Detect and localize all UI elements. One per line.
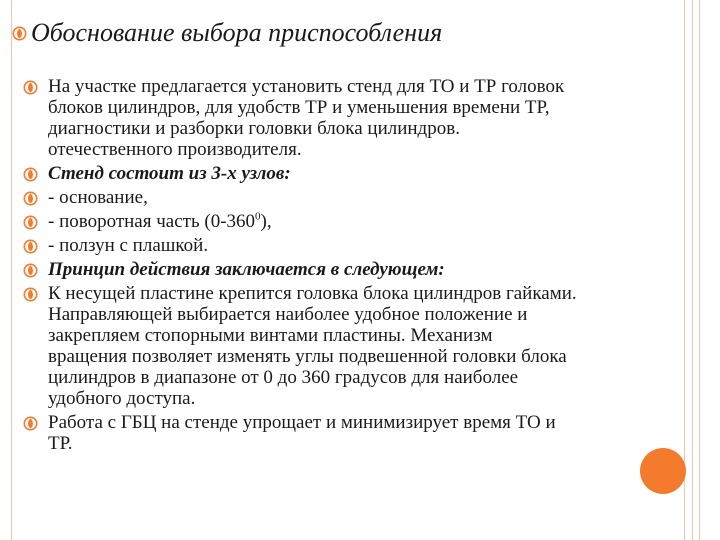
- list-item-text: [48, 211, 670, 232]
- orange-circle-accent: [640, 448, 686, 494]
- list-item-heading: Стенд состоит из 3-х узлов:: [48, 163, 291, 184]
- list-item-text: К несущей пластине крепится головка блока цилиндров гайками. Направляющей выбирается наиболее удобное положение и закрепляем стопорными винтами пластины. Механизм вращения позволяет изменять углы подвешенной головки блока цилиндров в диапазоне от 0 до 360 градусов для наиболее удобного доступа.: [48, 283, 577, 409]
- list-item: [23, 283, 673, 409]
- list-item-text: - ползун с плашкой.: [48, 235, 209, 256]
- list-item-text: Работа с ГБЦ на стенде упрощает и минимизирует время ТО и ТР.: [48, 412, 556, 454]
- list-item: [23, 76, 673, 160]
- list-item: [23, 235, 673, 256]
- petal-bullet-icon: [23, 239, 38, 254]
- list-item: [23, 412, 673, 454]
- frame-line-right: [684, 0, 685, 540]
- petal-bullet-icon: [23, 167, 38, 182]
- frame-line-right: [692, 0, 693, 540]
- bullet-list: [23, 76, 673, 457]
- superscript-degree: 0: [255, 210, 261, 223]
- text-segment: - поворотная часть (0-360: [48, 211, 256, 232]
- petal-bullet-icon: [12, 26, 27, 41]
- petal-bullet-icon: [23, 215, 38, 230]
- list-item: [23, 259, 673, 280]
- list-item-text: На участке предлагается установить стенд для ТО и ТР головок блоков цилиндров, для удобств ТР и уменьшения времени ТР, диагностики и разборки головки блока цилиндров. отечественного производителя.: [48, 76, 565, 160]
- petal-bullet-icon: [23, 416, 38, 431]
- petal-bullet-icon: [23, 191, 38, 206]
- slide-title-row: [12, 18, 442, 48]
- list-item-text: - основание,: [48, 187, 148, 208]
- text-segment: ),: [260, 211, 272, 232]
- list-item-heading: Принцип действия заключается в следующем:: [48, 259, 445, 280]
- petal-bullet-icon: [23, 287, 38, 302]
- frame-line-right: [699, 0, 700, 540]
- list-item: [23, 211, 673, 232]
- list-item: [23, 163, 673, 184]
- petal-bullet-icon: [23, 80, 38, 95]
- frame-line-left: [11, 0, 12, 540]
- list-item: [23, 187, 673, 208]
- page-title: Обоснование выбора приспособления: [31, 18, 443, 47]
- petal-bullet-icon: [23, 263, 38, 278]
